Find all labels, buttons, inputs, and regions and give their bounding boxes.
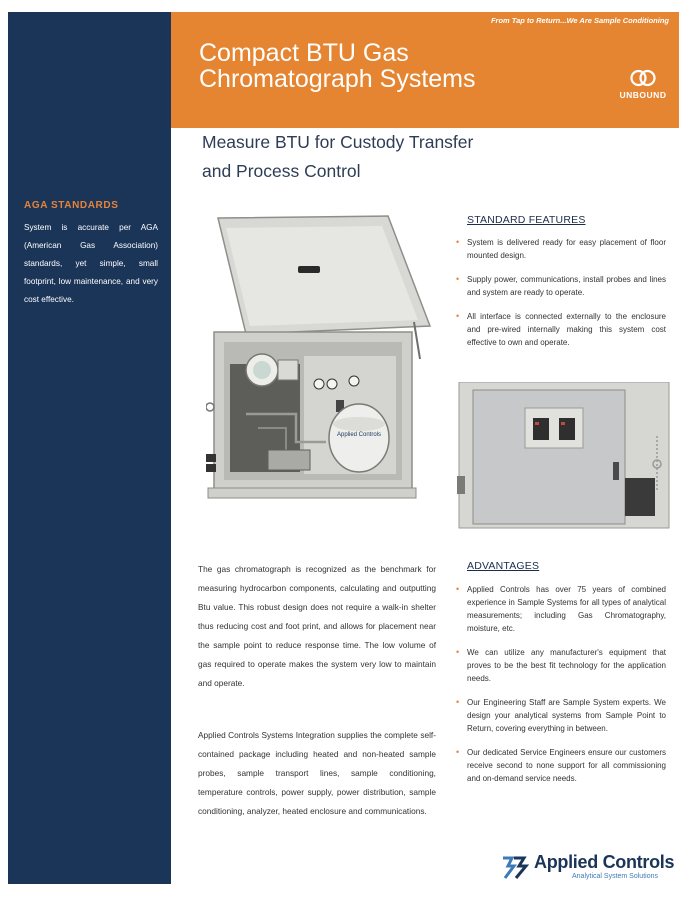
title-banner <box>171 12 679 128</box>
page-title-line-1: Compact BTU Gas <box>199 39 409 67</box>
list-item: • Our dedicated Service Engineers ensure our customers receive second to none support for all commissioning and on-demand service needs. <box>467 746 666 785</box>
sidebar <box>8 12 171 884</box>
unbound-logo <box>617 68 669 100</box>
list-item: • Our Engineering Staff are Sample System experts. We design your analytical systems from Sample Point to Return, covering everything in between. <box>467 696 666 735</box>
applied-controls-mark-icon <box>500 852 530 882</box>
list-item: • All interface is connected externally to the enclosure and pre-wired internally making this system cost effective to own and operate. <box>467 310 666 349</box>
body-paragraph-1: The gas chromatograph is recognized as the benchmark for measuring hydrocarbon components, calculating and outputting Btu value. This robust design does not require a walk-in shelter thus reducing cost and foot print, and allows for placement near the sample point to reduce response time. The low volume of gas required to operate makes the system very low to maintain and operate. <box>198 564 436 688</box>
unbound-logo-text: UNBOUND <box>619 90 667 100</box>
subtitle-line-1: Measure BTU for Custody Transfer <box>202 132 474 152</box>
list-item: • Applied Controls has over 75 years of combined experience in Sample Systems for all types of analytical measurements; including Gas Chromatography, moisture, etc. <box>467 583 666 635</box>
subtitle <box>202 128 473 186</box>
standard-features-heading: STANDARD FEATURES <box>467 214 586 226</box>
body-paragraph-2: Applied Controls Systems Integration supplies the complete self-contained package including heated and non-heated sample probes, sample transport lines, sample conditioning, temperature controls, power supply, power distribution, sample conditioning, analyzer, heated enclosure and communications. <box>198 730 436 816</box>
sidebar-text: System is accurate per AGA (American Gas Association) standards, yet simple, small footprint, low maintenance, and very cost effective. <box>24 223 158 304</box>
list-item: • Supply power, communications, install probes and lines and system are ready to operate. <box>467 273 666 299</box>
advantages-heading: ADVANTAGES <box>467 560 540 572</box>
list-item: • System is delivered ready for easy placement of floor mounted design. <box>467 236 666 262</box>
standard-features-list <box>467 236 666 360</box>
cylinder-label: Applied Controls <box>336 432 382 438</box>
product-photo-open-enclosure <box>206 214 440 504</box>
product-photo-closed-enclosure <box>457 382 679 530</box>
list-item: • We can utilize any manufacturer's equipment that proves to be the best fit technology for the application needs. <box>467 646 666 685</box>
applied-controls-logo <box>500 852 680 884</box>
sidebar-heading: AGA STANDARDS <box>24 200 119 211</box>
advantages-list <box>467 583 666 796</box>
applied-controls-name: Applied Controls <box>534 852 675 872</box>
applied-controls-tagline: Analytical System Solutions <box>572 873 658 880</box>
banner-tagline: From Tap to Return...We Are Sample Conditioning <box>490 16 669 25</box>
unbound-link-icon <box>628 68 658 88</box>
page-title <box>199 40 476 92</box>
page-title-line-2: Chromatograph Systems <box>199 65 476 93</box>
subtitle-line-2: and Process Control <box>202 161 361 181</box>
